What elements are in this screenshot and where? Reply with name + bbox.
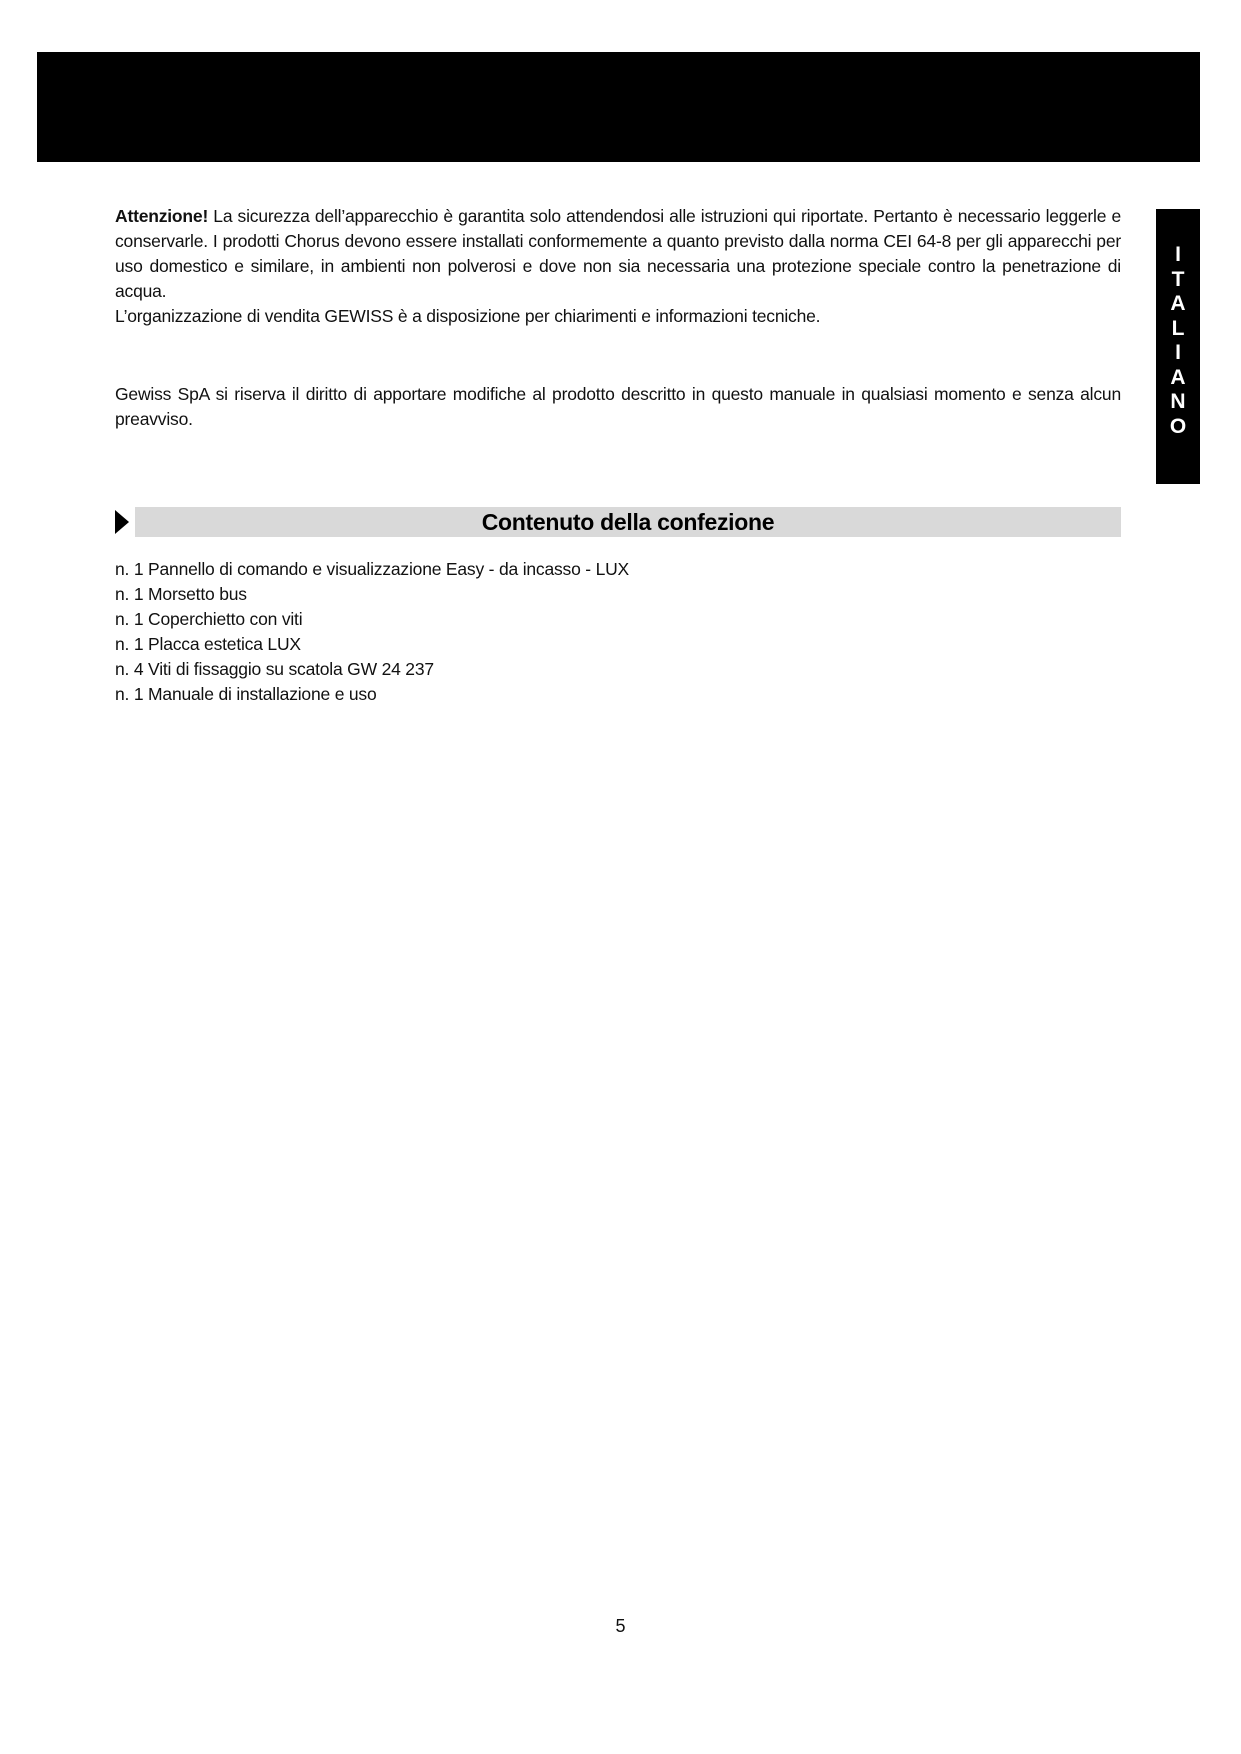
list-item: n. 1 Manuale di installazione e uso: [115, 684, 377, 704]
warning-paragraph: [115, 204, 1121, 304]
section-header: [115, 506, 1121, 538]
language-tab-letter: I: [1175, 341, 1181, 364]
list-item: n. 4 Viti di fissaggio su scatola GW 24 237: [115, 659, 434, 679]
warning-lead: Attenzione!: [115, 206, 209, 226]
list-item: n. 1 Placca estetica LUX: [115, 634, 301, 654]
language-tab-letter: N: [1170, 390, 1186, 413]
language-tab-letter: T: [1171, 267, 1185, 291]
section-arrow-icon: [115, 510, 129, 534]
language-tab-letter: L: [1171, 316, 1185, 340]
package-contents-list: [115, 557, 629, 707]
language-tab-letter: I: [1175, 243, 1181, 266]
page-number: 5: [615, 1616, 626, 1636]
warning-body: La sicurezza dell’apparecchio è garantita solo attendendosi alle istruzioni qui riportate. Pertanto è necessario leggerle e conservarle. I prodotti Chorus devono essere installati conformemente a quanto previsto dalla norma CEI 64-8 per gli apparecchi per uso domestico e similare, in ambienti non polverosi e dove non sia necessaria una protezione speciale contro la penetrazione di acqua.: [115, 206, 1121, 301]
header-bar: [37, 52, 1200, 162]
list-item: n. 1 Pannello di comando e visualizzazione Easy - da incasso - LUX: [115, 559, 630, 579]
section-title: Contenuto della confezione: [481, 509, 775, 535]
list-item: n. 1 Coperchietto con viti: [115, 609, 303, 629]
sales-info-paragraph: L’organizzazione di vendita GEWISS è a disposizione per chiarimenti e informazioni tecniche.: [115, 306, 821, 326]
note-block: [115, 382, 1121, 432]
language-tab-letter: O: [1169, 414, 1187, 438]
language-tab-letter: A: [1170, 365, 1186, 389]
list-item: n. 1 Morsetto bus: [115, 584, 247, 604]
modification-note: Gewiss SpA si riserva il diritto di apportare modifiche al prodotto descritto in questo manuale in qualsiasi momento e senza alcun preavviso.: [115, 384, 1121, 429]
language-tab: [1156, 209, 1200, 484]
language-tab-letter: A: [1170, 292, 1186, 315]
warning-block: [115, 204, 1121, 329]
